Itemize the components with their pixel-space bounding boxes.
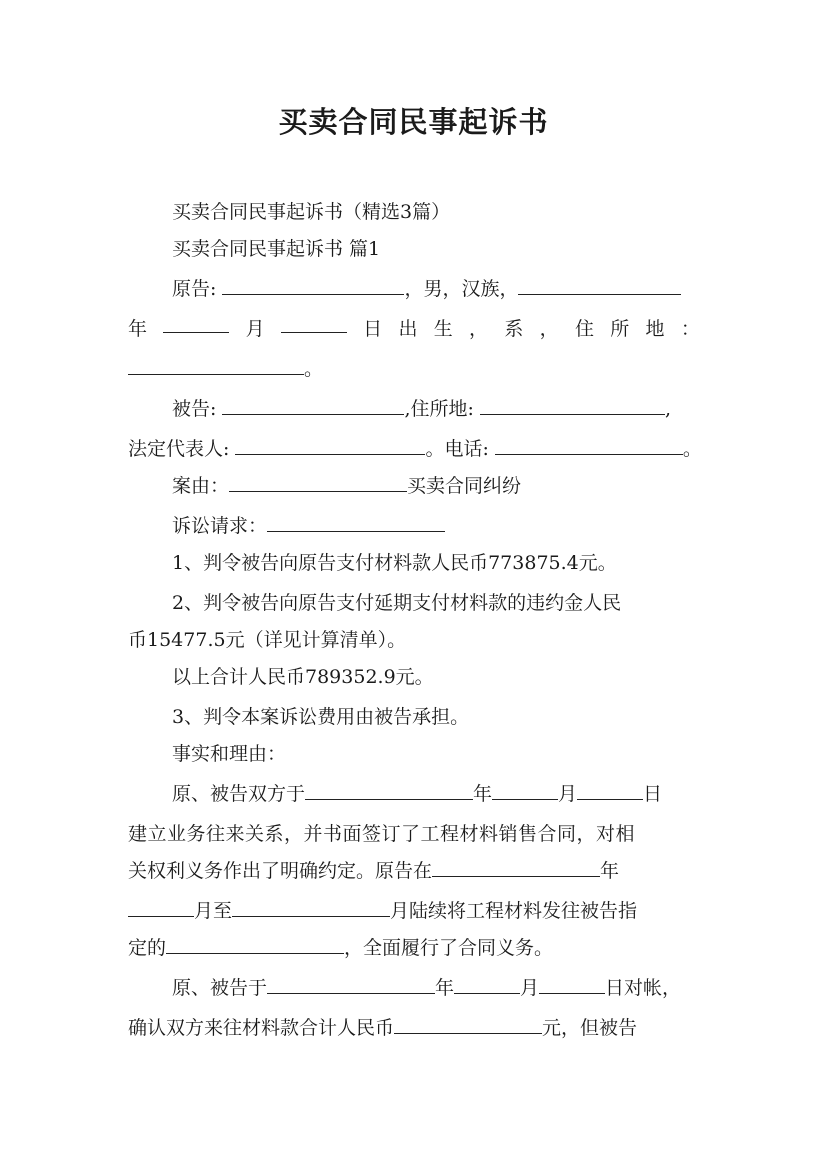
facts-p2-amount-blank bbox=[394, 1017, 542, 1034]
legal-rep-line bbox=[128, 436, 702, 462]
part1-heading: 买卖合同民事起诉书 篇1 bbox=[172, 238, 381, 260]
claim-2-line-1: 2、判令被告向原告支付延期支付材料款的违约金人民 bbox=[172, 592, 622, 614]
facts-p1-line-3-year: 年 bbox=[600, 860, 620, 882]
defendant-address-label: ,住所地: bbox=[404, 398, 474, 420]
facts-p2-year: 年 bbox=[435, 977, 455, 999]
facts-p1-line-5 bbox=[128, 935, 553, 961]
total-line: 以上合计人民币789352.9元。 bbox=[172, 666, 434, 688]
birth-year-blank bbox=[163, 316, 229, 333]
phone-blank bbox=[495, 438, 683, 455]
facts-p2-text-a: 原、被告于 bbox=[172, 977, 268, 999]
address-period: 。 bbox=[304, 358, 324, 380]
facts-p1-line-5-text-b: ，全面履行了合同义务。 bbox=[344, 937, 554, 959]
facts-p2-month: 月 bbox=[520, 977, 540, 999]
plaintiff-label: 原告: bbox=[172, 278, 217, 300]
birth-comma: ， bbox=[469, 318, 489, 340]
facts-p2-month-blank bbox=[454, 977, 520, 994]
birth-comma-2: ， bbox=[539, 318, 559, 340]
birth-line bbox=[128, 316, 700, 342]
facts-label: 事实和理由： bbox=[172, 743, 287, 765]
facts-p1-month: 月 bbox=[558, 783, 578, 805]
birth-month-blank bbox=[281, 316, 347, 333]
document-title: 买卖合同民事起诉书 bbox=[278, 105, 549, 139]
facts-p2-line-2-text-b: 元，但被告 bbox=[542, 1017, 638, 1039]
facts-p1-month-blank bbox=[492, 783, 558, 800]
birth-xi: 系 bbox=[504, 318, 524, 340]
facts-p1-line-1 bbox=[172, 781, 662, 807]
facts-p2-day-blank bbox=[539, 977, 605, 994]
cause-line bbox=[172, 473, 521, 499]
facts-p1-line-5-blank bbox=[166, 937, 344, 954]
birth-suo: 所 bbox=[610, 318, 630, 340]
facts-p1-line-4 bbox=[128, 898, 637, 924]
birth-month: 月 bbox=[245, 318, 265, 340]
claims-line bbox=[172, 513, 445, 539]
defendant-line bbox=[172, 396, 671, 422]
plaintiff-ethnicity-blank bbox=[518, 278, 681, 295]
legal-rep-blank bbox=[235, 438, 425, 455]
facts-p1-line-4-blank-2 bbox=[232, 900, 390, 917]
facts-p1-line-5-text-a: 定的 bbox=[128, 937, 167, 959]
facts-p1-year: 年 bbox=[473, 783, 493, 805]
birth-year: 年 bbox=[128, 318, 148, 340]
facts-p1-line-3-text: 关权利义务作出了明确约定。原告在 bbox=[128, 860, 433, 882]
phone-label: 。电话: bbox=[425, 438, 489, 460]
birth-zhu: 住 bbox=[574, 318, 594, 340]
defendant-address-blank bbox=[480, 398, 665, 415]
claims-label: 诉讼请求： bbox=[172, 515, 268, 537]
defendant-comma: , bbox=[664, 398, 671, 420]
claim-1: 1、判令被告向原告支付材料款人民币773875.4元。 bbox=[172, 552, 617, 574]
plaintiff-name-blank bbox=[222, 278, 404, 295]
subtitle: 买卖合同民事起诉书（精选3篇） bbox=[172, 201, 451, 223]
plaintiff-text: ，男，汉族， bbox=[404, 278, 519, 300]
cause-text: 买卖合同纠纷 bbox=[407, 475, 522, 497]
facts-p2-year-blank bbox=[267, 977, 435, 994]
legal-rep-label: 法定代表人: bbox=[128, 438, 230, 460]
facts-p1-line-4-text-b: 月陆续将工程材料发往被告指 bbox=[390, 900, 638, 922]
facts-p2-line-2-text-a: 确认双方来往材料款合计人民币 bbox=[128, 1017, 395, 1039]
birth-day: 日 bbox=[363, 318, 383, 340]
facts-p1-line-3 bbox=[128, 858, 619, 884]
facts-p1-day-blank bbox=[577, 783, 643, 800]
phone-period: 。 bbox=[682, 438, 702, 460]
facts-p1-line-4-text-a: 月至 bbox=[194, 900, 233, 922]
facts-p1-year-blank bbox=[305, 783, 473, 800]
facts-p1-text-a: 原、被告双方于 bbox=[172, 783, 306, 805]
facts-p2-day: 日对帐， bbox=[605, 977, 682, 999]
claim-3: 3、判令本案诉讼费用由被告承担。 bbox=[172, 706, 470, 728]
birth-di: 地 bbox=[645, 318, 665, 340]
address-line bbox=[128, 356, 323, 382]
plaintiff-line bbox=[172, 276, 681, 302]
claims-blank bbox=[267, 515, 445, 532]
birth-sheng: 生 bbox=[433, 318, 453, 340]
facts-p1-day: 日 bbox=[643, 783, 663, 805]
facts-p2-line-1 bbox=[172, 975, 681, 1001]
defendant-label: 被告: bbox=[172, 398, 217, 420]
facts-p2-line-2 bbox=[128, 1015, 637, 1041]
claim-2-line-2: 币15477.5元（详见计算清单）。 bbox=[128, 629, 407, 651]
facts-p1-line-3-blank bbox=[432, 860, 600, 877]
facts-p1-line-4-blank-1 bbox=[128, 900, 194, 917]
facts-p1-line-2: 建立业务往来关系，并书面签订了工程材料销售合同，对相 bbox=[128, 823, 636, 845]
plaintiff-address-blank bbox=[128, 358, 304, 375]
birth-chu: 出 bbox=[398, 318, 418, 340]
defendant-name-blank bbox=[222, 398, 404, 415]
cause-blank bbox=[229, 475, 407, 492]
birth-colon: ： bbox=[680, 318, 700, 340]
cause-label: 案由： bbox=[172, 475, 230, 497]
